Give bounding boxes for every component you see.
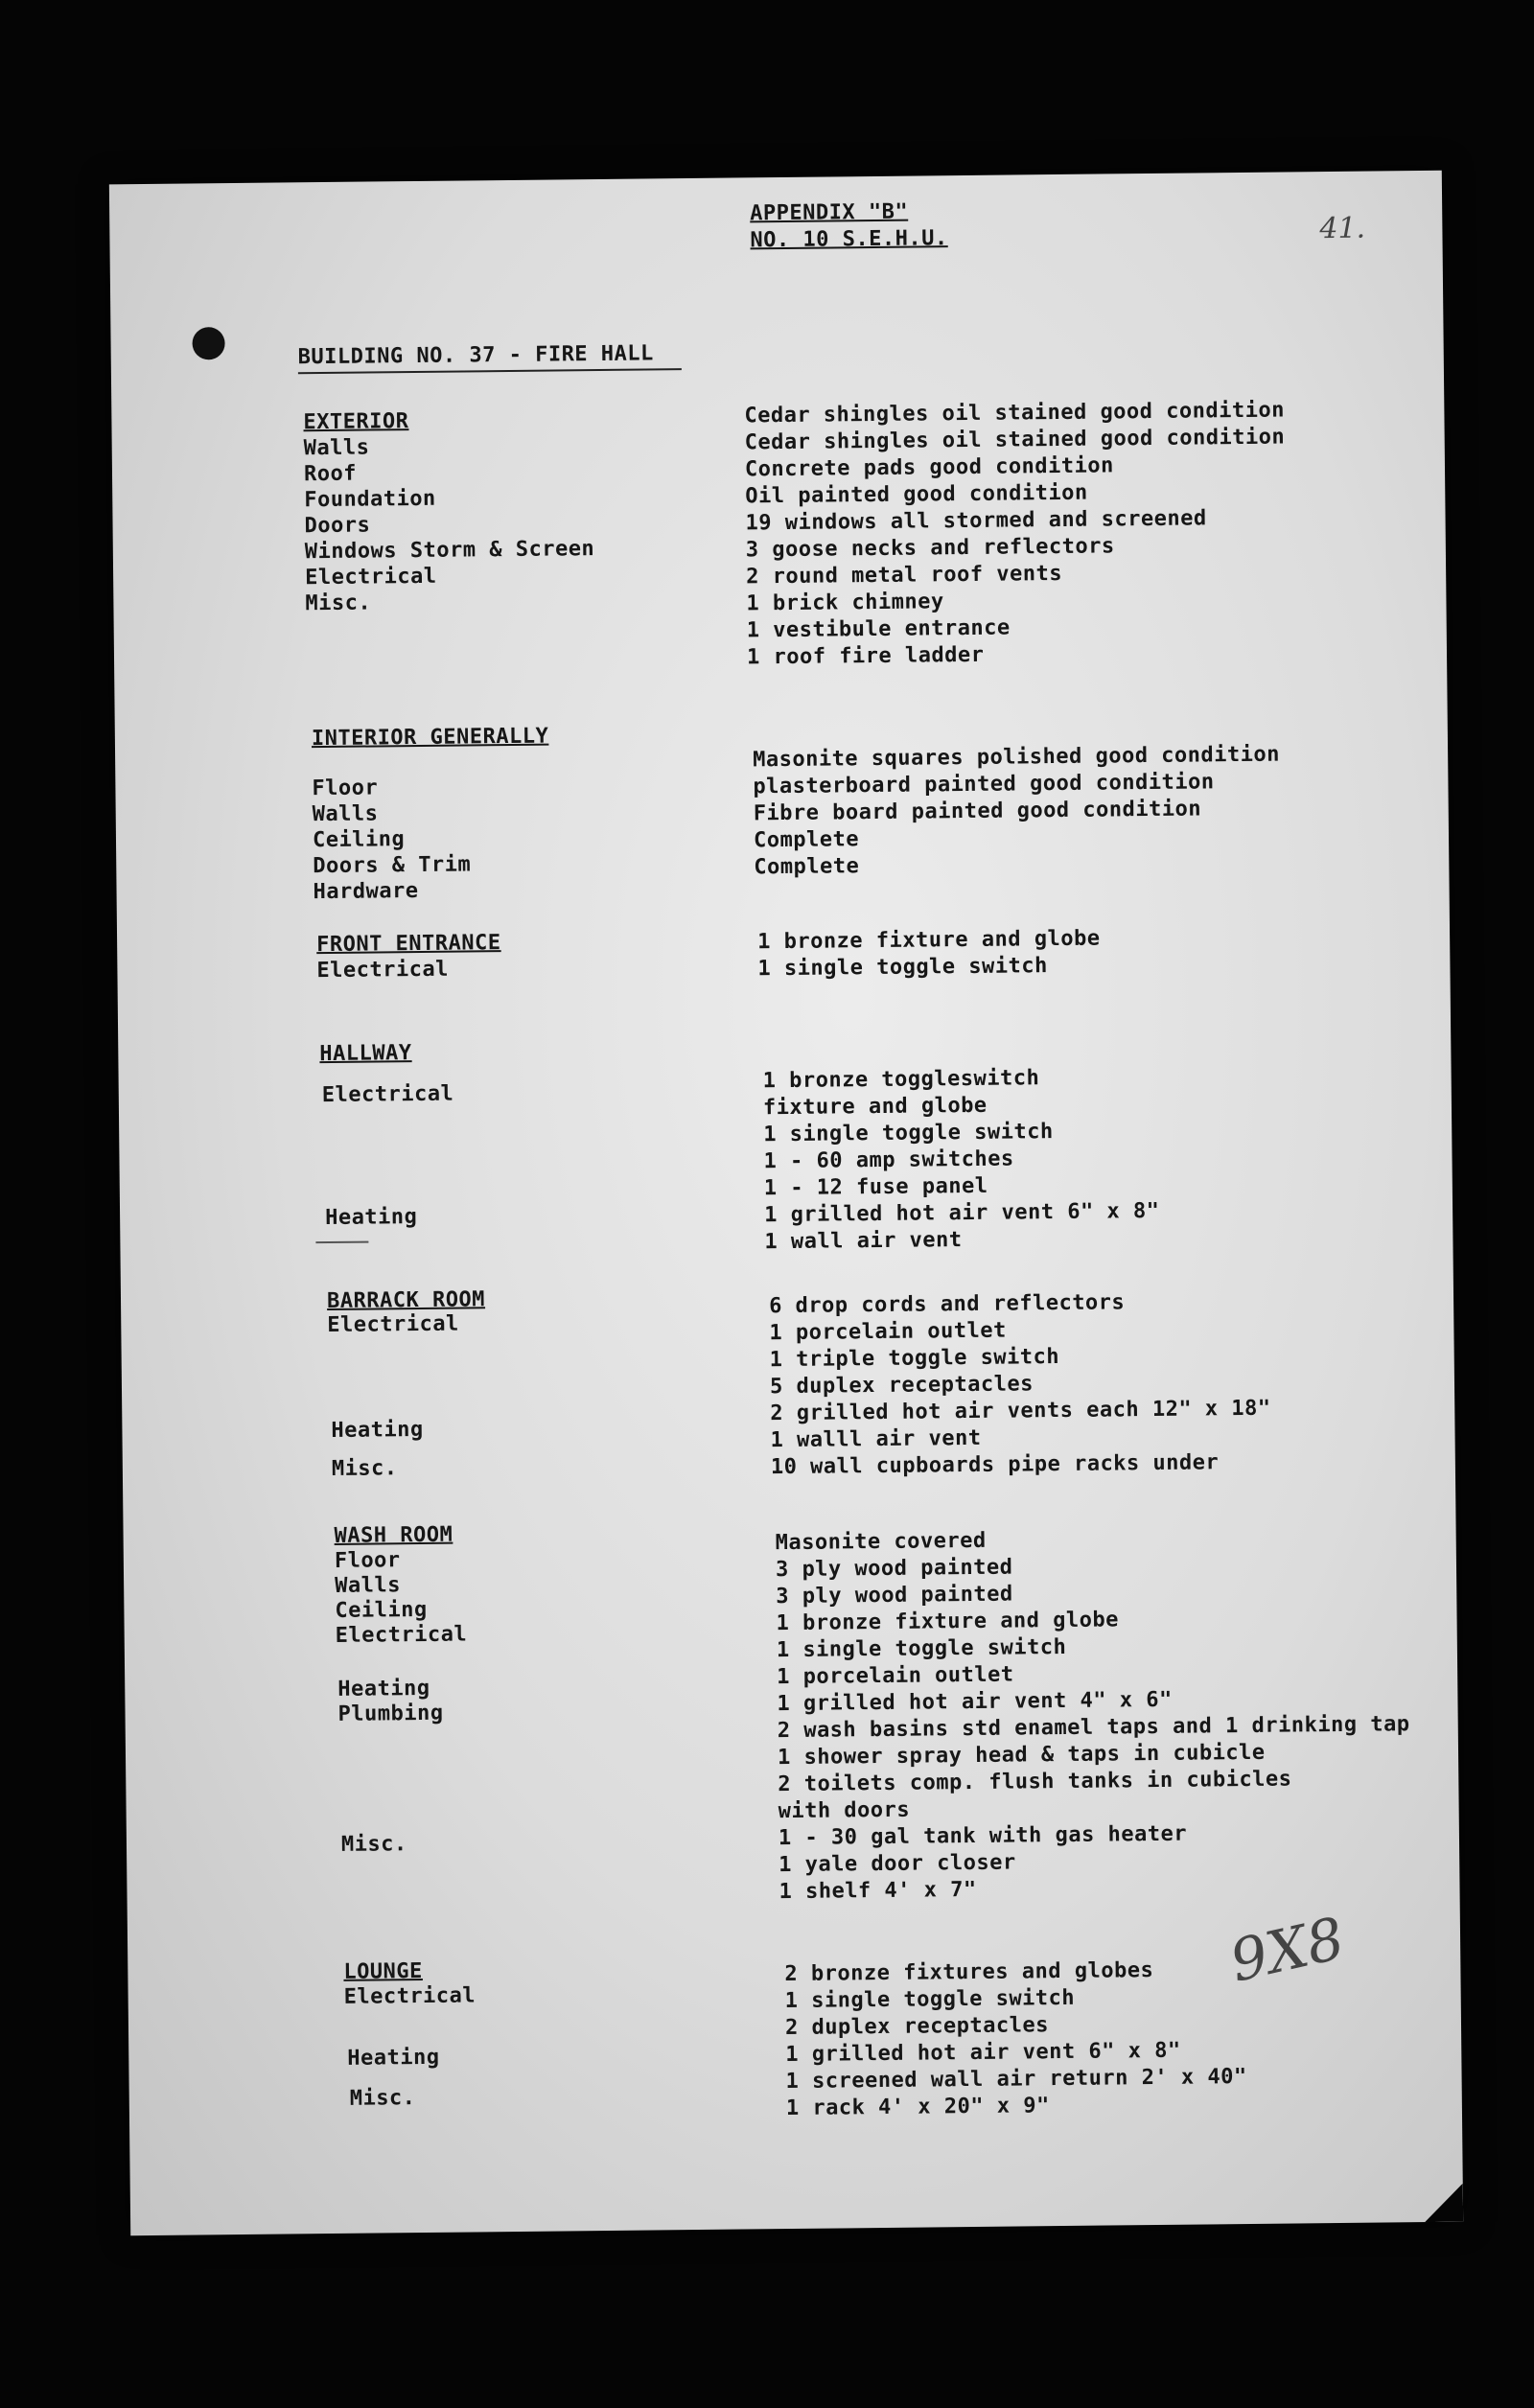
exterior-label: Roof <box>303 461 358 487</box>
front-entrance-value: 1 bronze fixture and globe <box>757 926 1101 955</box>
hallway-value: 1 single toggle switch <box>763 1120 1054 1147</box>
exterior-value: Concrete pads good condition <box>744 453 1114 482</box>
wash-room-value: 1 grilled hot air vent 4" x 6" <box>777 1687 1173 1717</box>
wash-room-value: 1 shelf 4' x 7" <box>779 1877 977 1905</box>
hallway-value: 1 grilled hot air vent 6" x 8" <box>764 1198 1160 1228</box>
building-title-underline <box>298 368 682 374</box>
exterior-value: 1 brick chimney <box>746 590 944 616</box>
lounge-label: Heating <box>347 2045 440 2071</box>
interior-value: Masonite squares polished good condition <box>753 742 1281 773</box>
appendix-title: APPENDIX "B" <box>750 199 909 226</box>
lounge-value: 1 rack 4' x 20" x 9" <box>785 2094 1050 2121</box>
interior-value: Complete <box>753 827 860 853</box>
wash-room-label: Floor <box>334 1548 401 1573</box>
page-number-handwritten: 41. <box>1319 211 1366 246</box>
wash-room-label: Electrical <box>335 1622 468 1648</box>
handwritten-note: 9X8 <box>1223 1905 1351 1996</box>
hallway-tick <box>315 1241 368 1244</box>
exterior-value: Oil painted good condition <box>745 480 1088 509</box>
barrack-room-value: 1 triple toggle switch <box>769 1345 1060 1373</box>
barrack-room-value: 2 grilled hot air vents each 12" x 18" <box>770 1396 1271 1426</box>
exterior-label: Doors <box>304 513 371 539</box>
wash-room-value: with doors <box>778 1797 911 1824</box>
wash-room-value: 3 ply wood painted <box>775 1555 1013 1583</box>
barrack-room-value: 6 drop cords and reflectors <box>768 1290 1126 1319</box>
hallway-value: 1 - 60 amp switches <box>763 1146 1014 1174</box>
section-heading-exterior: EXTERIOR <box>303 409 409 435</box>
hallway-value: 1 - 12 fuse panel <box>763 1173 988 1201</box>
wash-room-value: 1 shower spray head & taps in cubicle <box>777 1740 1266 1771</box>
barrack-room-value: 5 duplex receptacles <box>769 1372 1034 1400</box>
interior-label: Floor <box>312 776 379 801</box>
exterior-value: Cedar shingles oil stained good condition <box>744 425 1286 455</box>
interior-label: Walls <box>312 801 379 827</box>
interior-label: Ceiling <box>312 827 406 853</box>
lounge-value: 2 duplex receptacles <box>784 2013 1050 2041</box>
interior-label: Hardware <box>313 878 419 905</box>
hallway-label: Electrical <box>321 1081 454 1108</box>
lounge-label: Misc. <box>349 2086 416 2111</box>
wash-room-value: 2 wash basins std enamel taps and 1 drinking tap <box>777 1712 1410 1744</box>
exterior-label: Walls <box>303 435 370 461</box>
wash-room-label: Misc. <box>340 1832 407 1857</box>
lounge-value: 1 screened wall air return 2' x 40" <box>785 2065 1247 2095</box>
interior-value: plasterboard painted good condition <box>753 770 1215 799</box>
hallway-value: 1 wall air vent <box>764 1228 963 1255</box>
wash-room-value: 1 yale door closer <box>779 1850 1016 1878</box>
barrack-room-value: 1 walll air vent <box>770 1425 982 1453</box>
section-heading-lounge: LOUNGE <box>343 1959 423 1984</box>
exterior-label: Foundation <box>304 486 436 513</box>
lounge-label: Electrical <box>343 1983 476 2009</box>
lounge-value: 1 grilled hot air vent 6" x 8" <box>785 2038 1181 2068</box>
punch-hole <box>192 327 224 359</box>
exterior-label: Electrical <box>305 564 437 590</box>
front-entrance-label: Electrical <box>316 957 450 984</box>
barrack-room-label: Misc. <box>331 1456 398 1481</box>
barrack-room-label: Heating <box>331 1417 424 1443</box>
lounge-value: 1 single toggle switch <box>784 1985 1076 2014</box>
interior-value: Complete <box>754 854 860 880</box>
wash-room-label: Walls <box>335 1573 402 1598</box>
wash-room-value: 1 single toggle switch <box>776 1634 1067 1663</box>
barrack-room-label: Electrical <box>327 1311 459 1338</box>
barrack-room-value: 1 porcelain outlet <box>769 1318 1007 1346</box>
interior-label: Doors & Trim <box>313 852 472 879</box>
wash-room-label: Plumbing <box>337 1701 444 1726</box>
section-heading-front-entrance: FRONT ENTRANCE <box>316 931 501 958</box>
wash-room-value: 2 toilets comp. flush tanks in cubicles <box>778 1767 1292 1797</box>
barrack-room-value: 10 wall cupboards pipe racks under <box>770 1450 1220 1480</box>
unit-title: NO. 10 S.E.H.U. <box>750 226 948 253</box>
section-heading-barrack-room: BARRACK ROOM <box>326 1287 486 1314</box>
wash-room-value: 1 bronze fixture and globe <box>776 1608 1120 1636</box>
exterior-value: 3 goose necks and reflectors <box>745 534 1115 563</box>
front-entrance-value: 1 single toggle switch <box>757 954 1048 982</box>
interior-value: Fibre board painted good condition <box>753 797 1202 826</box>
hallway-value: 1 bronze toggleswitch <box>762 1066 1040 1094</box>
section-heading-hallway: HALLWAY <box>319 1041 412 1067</box>
hallway-value: fixture and globe <box>762 1093 988 1121</box>
lounge-value: 2 bronze fixtures and globes <box>784 1958 1154 1987</box>
exterior-value: 1 roof fire ladder <box>746 642 985 670</box>
section-heading-interior: INTERIOR GENERALLY <box>311 724 549 752</box>
wash-room-label: Ceiling <box>335 1597 428 1623</box>
exterior-value: 1 vestibule entrance <box>746 615 1011 643</box>
wash-room-label: Heating <box>337 1676 430 1702</box>
hallway-label: Heating <box>325 1205 418 1231</box>
section-heading-wash-room: WASH ROOM <box>334 1522 453 1548</box>
exterior-label: Misc. <box>305 590 372 616</box>
wash-room-value: 1 - 30 gal tank with gas heater <box>778 1821 1188 1851</box>
exterior-value: 19 windows all stormed and screened <box>745 506 1207 536</box>
document-page <box>109 171 1463 2235</box>
building-title: BUILDING NO. 37 - FIRE HALL <box>297 341 654 370</box>
exterior-value: 2 round metal roof vents <box>746 561 1063 590</box>
exterior-label: Windows Storm & Screen <box>304 537 595 565</box>
wash-room-value: 1 porcelain outlet <box>777 1662 1014 1690</box>
wash-room-value: Masonite covered <box>775 1528 987 1556</box>
wash-room-value: 3 ply wood painted <box>776 1582 1013 1609</box>
exterior-value: Cedar shingles oil stained good condition <box>744 398 1286 428</box>
